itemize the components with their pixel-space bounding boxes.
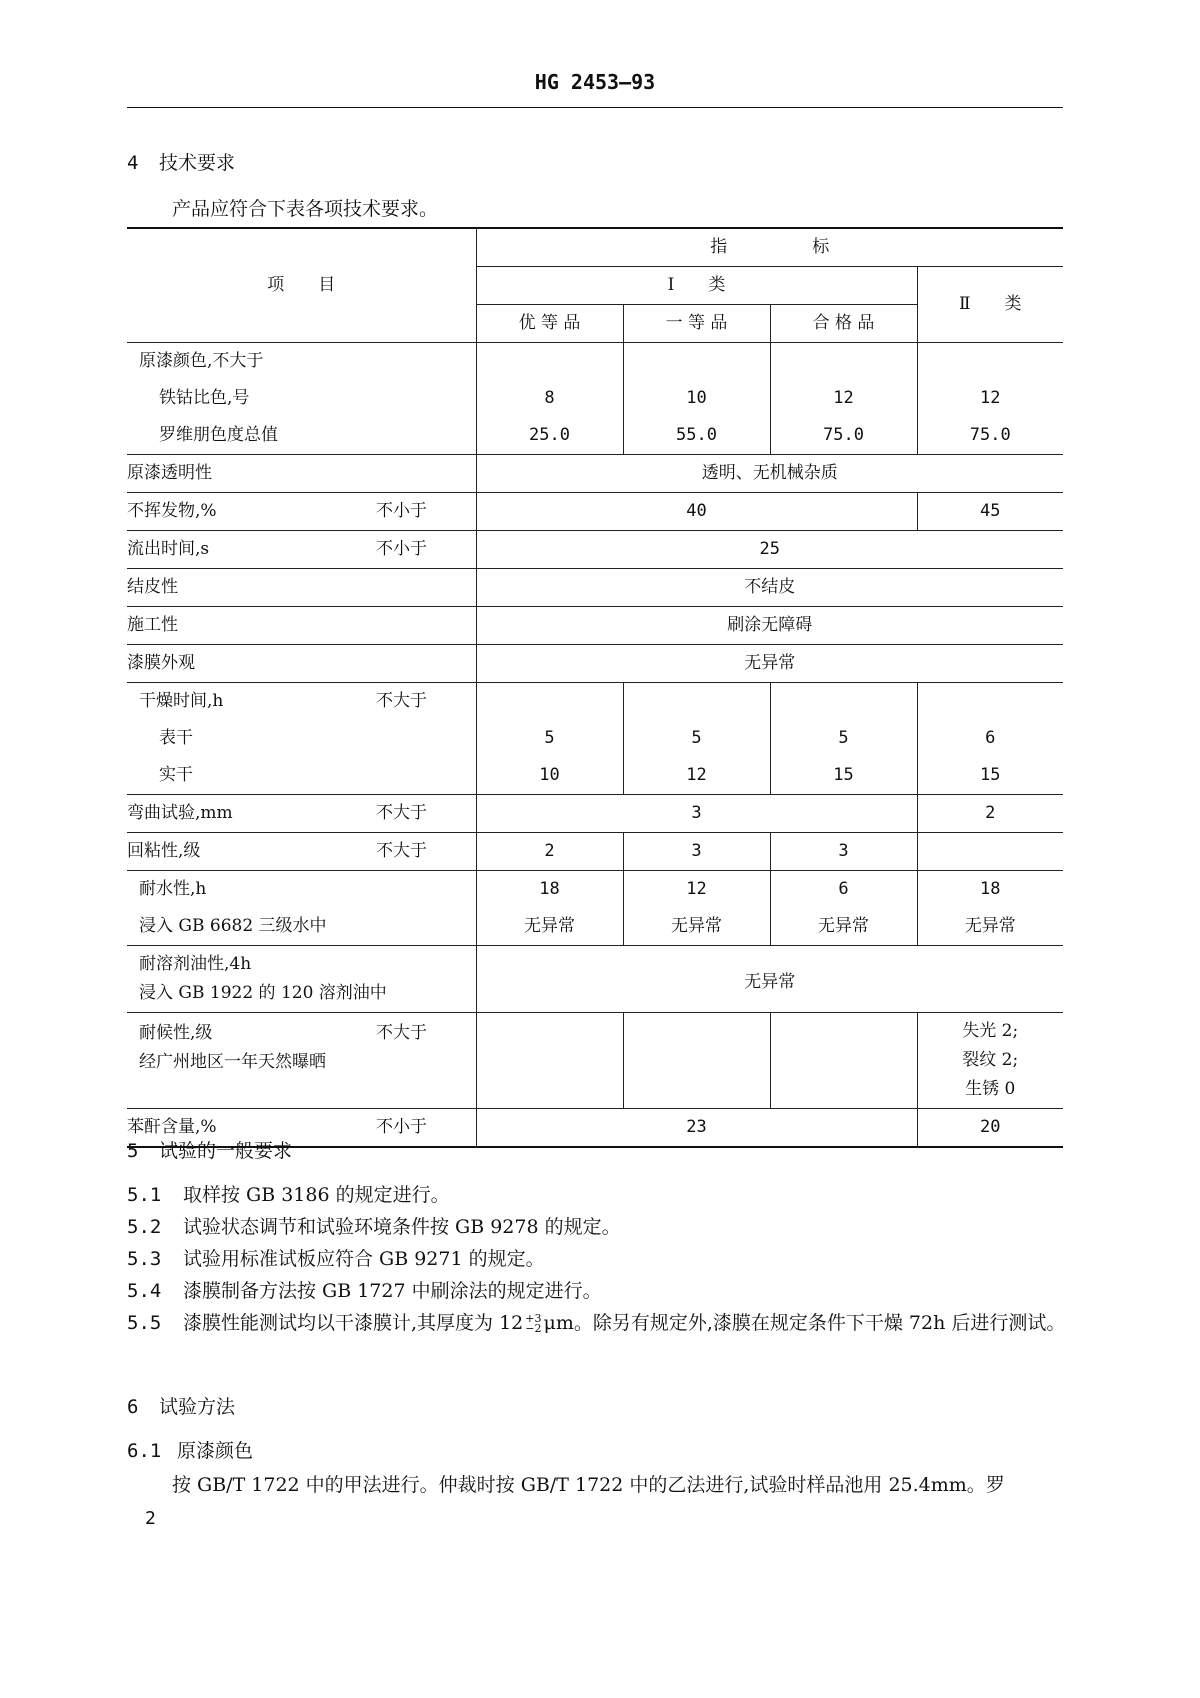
header-grade-qualified: 合 格 品 — [770, 305, 917, 343]
row-qualifier: 不小于 — [376, 539, 427, 559]
row-sublabel: 铁钴比色,号 — [159, 388, 250, 408]
cell-value: 无异常 — [524, 916, 575, 936]
cell-value: 5 — [838, 728, 849, 748]
cell-value: 透明、无机械杂质 — [476, 455, 1063, 493]
row-label: 漆膜外观 — [127, 645, 476, 683]
header-class-2: Ⅱ 类 — [917, 267, 1063, 343]
row-qualifier: 不大于 — [376, 691, 427, 711]
page-number: 2 — [145, 1508, 156, 1529]
section-5-heading — [127, 1136, 292, 1163]
cell-value: 5 — [691, 728, 702, 748]
clause-5-2: 5.2 试验状态调节和试验环境条件按 GB 9278 的规定。 — [127, 1216, 621, 1238]
row-label: 耐水性,h — [139, 879, 207, 899]
section-number: 6 — [127, 1396, 139, 1418]
row-sublabel: 表干 — [159, 728, 193, 748]
cell-value: 3 — [623, 833, 770, 871]
cell-value: 6 — [985, 728, 996, 748]
row-label: 结皮性 — [127, 569, 476, 607]
cell-value: 3 — [476, 795, 917, 833]
row-label: 耐候性,级 — [139, 1023, 213, 1043]
clause-5-3: 5.3 试验用标准试板应符合 GB 9271 的规定。 — [127, 1248, 545, 1270]
header-class-1: Ⅰ 类 — [476, 267, 917, 305]
header-index: 指 标 — [476, 228, 1063, 267]
row-sublabel: 浸入 GB 1922 的 120 溶剂油中 — [139, 983, 387, 1003]
cell-value: 刷涂无障碍 — [476, 607, 1063, 645]
section-title: 试验的一般要求 — [159, 1140, 293, 1162]
table-row — [127, 569, 1063, 607]
cell-value: 55.0 — [676, 425, 717, 445]
table-row — [127, 1013, 1063, 1109]
clause-6-1-heading: 6.1 原漆颜色 — [127, 1440, 254, 1462]
cell-value: 2 — [917, 795, 1063, 833]
row-label: 原漆透明性 — [127, 455, 476, 493]
clause-5-4: 5.4 漆膜制备方法按 GB 1727 中刷涂法的规定进行。 — [127, 1280, 602, 1302]
cell-value: 3 — [770, 833, 917, 871]
cell-value: 12 — [833, 388, 854, 408]
cell-value: 8 — [544, 388, 555, 408]
row-sublabel: 罗维朋色度总值 — [159, 425, 278, 445]
section-title: 技术要求 — [159, 152, 236, 174]
row-label: 回粘性,级 — [127, 841, 201, 861]
cell-value: 6 — [838, 879, 849, 899]
row-label: 弯曲试验,mm — [127, 803, 233, 823]
cell-value: 75.0 — [823, 425, 864, 445]
section-number: 4 — [127, 152, 139, 174]
clause-5-1: 5.1 取样按 GB 3186 的规定进行。 — [127, 1184, 450, 1206]
cell-value: 23 — [476, 1109, 917, 1148]
header-item: 项 目 — [127, 228, 476, 343]
table-row — [127, 946, 1063, 1013]
cell-value: 45 — [917, 493, 1063, 531]
cell-value: 生锈 0 — [965, 1079, 1016, 1099]
cell-value: 25.0 — [529, 425, 570, 445]
table-row — [127, 455, 1063, 493]
cell-value: 25 — [476, 531, 1063, 569]
cell-value: 12 — [686, 879, 707, 899]
row-label: 耐溶剂油性,4h — [139, 954, 252, 974]
cell-value: 无异常 — [818, 916, 869, 936]
cell-value: 无异常 — [476, 946, 1063, 1013]
section-4-intro: 产品应符合下表各项技术要求。 — [172, 198, 439, 220]
section-6-heading — [127, 1392, 235, 1419]
table-row — [127, 343, 1063, 455]
cell-value: 75.0 — [969, 425, 1011, 445]
header-grade-first: 一 等 品 — [623, 305, 770, 343]
row-qualifier: 不大于 — [376, 841, 427, 861]
row-label: 原漆颜色,不大于 — [139, 351, 264, 371]
table-row — [127, 645, 1063, 683]
cell-value: 10 — [686, 388, 707, 408]
section-title: 试验方法 — [159, 1396, 236, 1418]
row-qualifier: 不大于 — [376, 1023, 427, 1043]
header-rule — [127, 107, 1063, 108]
cell-value: 5 — [544, 728, 555, 748]
section-4-heading — [127, 148, 235, 175]
cell-value: 15 — [833, 765, 854, 785]
table-row — [127, 683, 1063, 795]
row-label: 施工性 — [127, 607, 476, 645]
row-qualifier: 不大于 — [376, 803, 427, 823]
cell-value: 12 — [686, 765, 707, 785]
cell-value: 无异常 — [964, 916, 1016, 936]
cell-value: 18 — [980, 879, 1001, 899]
table-row — [127, 795, 1063, 833]
standard-code-header: HG 2453—93 — [534, 70, 656, 94]
cell-value: 20 — [917, 1109, 1063, 1148]
clause-6-1-text: 按 GB/T 1722 中的甲法进行。仲裁时按 GB/T 1722 中的乙法进行,试验时样品池用 25.4mm。罗 — [172, 1474, 1005, 1496]
cell-value: 无异常 — [476, 645, 1063, 683]
table-row — [127, 531, 1063, 569]
cell-value: 10 — [539, 765, 560, 785]
table-row — [127, 833, 1063, 871]
clause-5-5: 5.5 漆膜性能测试均以干漆膜计,其厚度为 12 +3 −2 μm。除另有规定外,漆膜在规定条件下干燥 72h 后进行测试。 — [127, 1312, 1066, 1335]
header-grade-superior: 优 等 品 — [476, 305, 623, 343]
table-row — [127, 493, 1063, 531]
row-sublabel: 实干 — [159, 765, 193, 785]
row-sublabel: 经广州地区一年天然曝晒 — [139, 1052, 326, 1072]
cell-value: 裂纹 2; — [962, 1050, 1019, 1070]
section-number: 5 — [127, 1140, 139, 1162]
technical-requirements-table — [127, 227, 1063, 1148]
row-label: 流出时间,s — [127, 539, 210, 559]
cell-value: 15 — [980, 765, 1001, 785]
row-label: 不挥发物,% — [127, 501, 217, 521]
cell-value: 2 — [476, 833, 623, 871]
cell-value: 18 — [539, 879, 560, 899]
cell-value: 12 — [980, 388, 1001, 408]
row-qualifier: 不小于 — [376, 501, 427, 521]
table-row — [127, 871, 1063, 946]
row-qualifier: 不小于 — [376, 1117, 427, 1137]
cell-value: 无异常 — [671, 916, 722, 936]
row-label: 苯酐含量,% — [127, 1117, 217, 1137]
cell-value: 不结皮 — [476, 569, 1063, 607]
row-sublabel: 浸入 GB 6682 三级水中 — [139, 916, 327, 936]
row-label: 干燥时间,h — [139, 691, 224, 711]
table-row — [127, 607, 1063, 645]
cell-value: 40 — [476, 493, 917, 531]
cell-value: 失光 2; — [962, 1021, 1019, 1041]
